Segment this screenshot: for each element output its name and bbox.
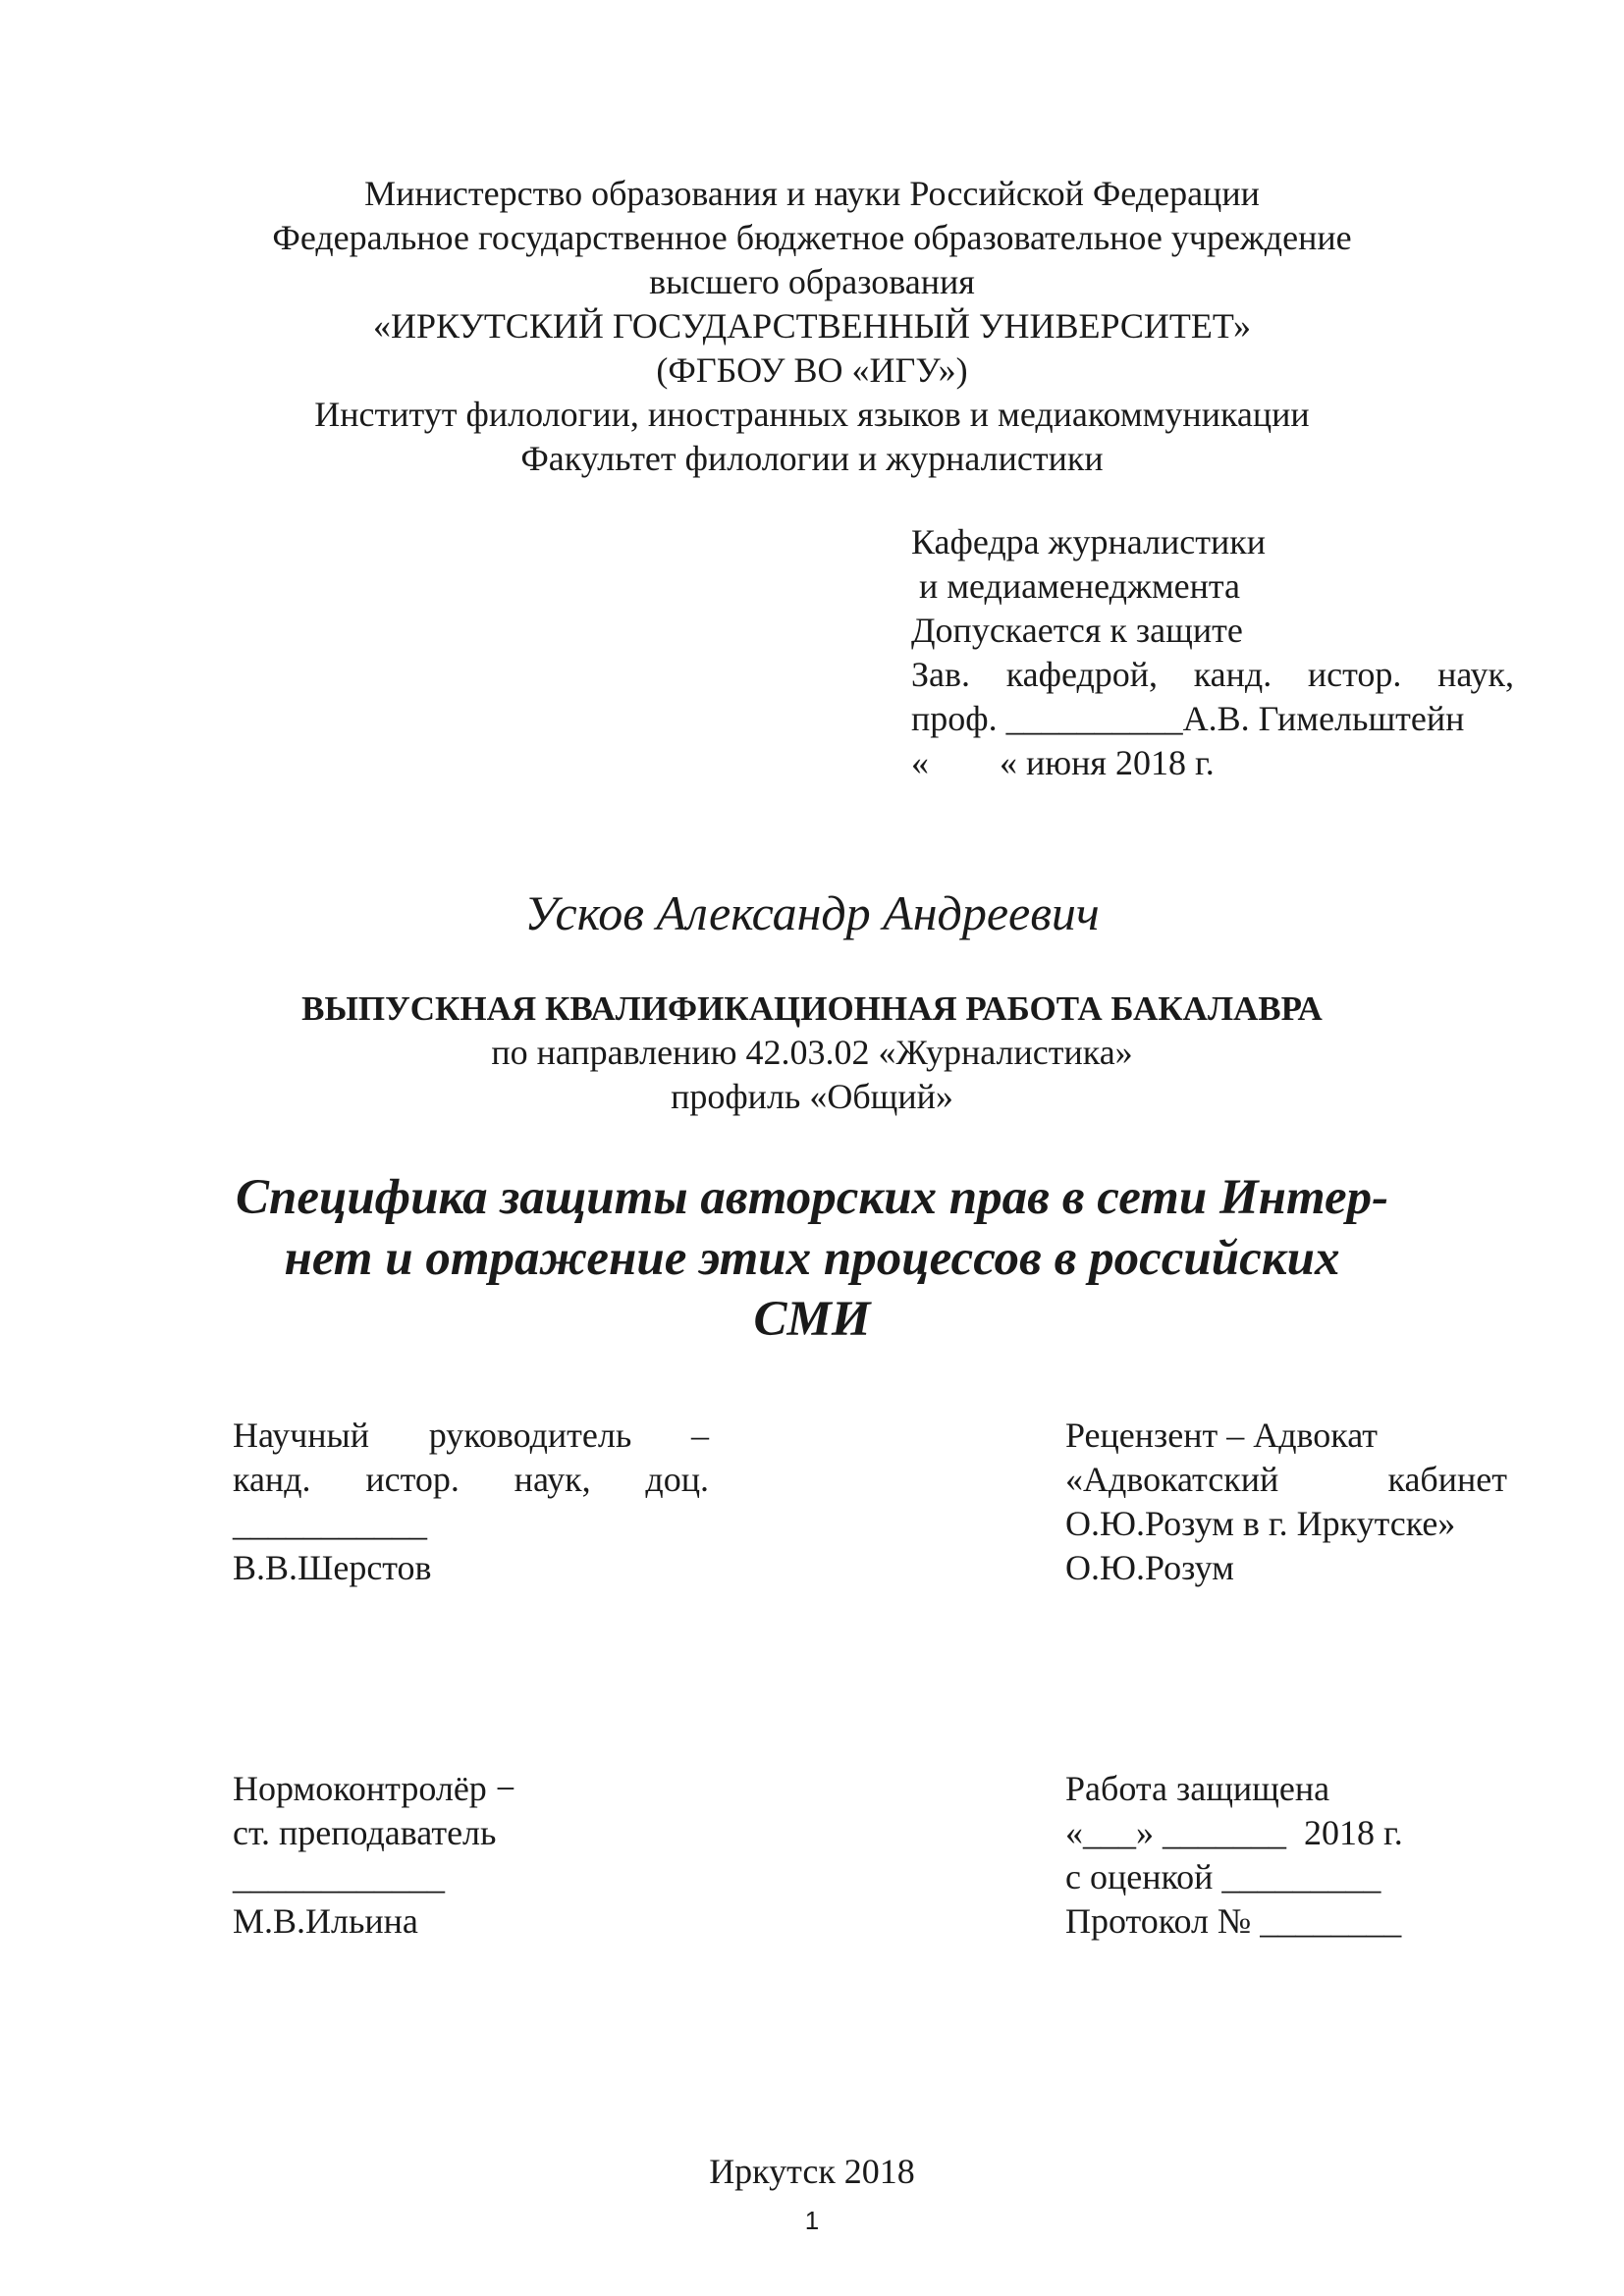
defense-status: Работа защищена [1065,1769,1330,1808]
reviewer-block [1065,1414,1507,1590]
reviewer-role: Рецензент – Адвокат [1065,1415,1379,1455]
supervisor-block [233,1414,709,1590]
reviewer-organization-1: «Адвокатский кабинет [1065,1460,1507,1499]
defense-grade: с оценкой _________ [1065,1857,1381,1896]
department-line-1: Кафедра журналистики [911,522,1267,561]
institution-type-line: Федеральное государственное бюджетное образовательное учреждение [272,218,1352,257]
normcontrol-signature-line: ____________ [233,1857,445,1896]
supervisor-degree: канд. истор. наук, доц. [233,1460,709,1499]
work-direction: по направлению 42.03.02 «Журналистика» [491,1033,1133,1072]
work-type: ВЫПУСКНАЯ КВАЛИФИКАЦИОННАЯ РАБОТА БАКАЛАВРА [301,989,1323,1028]
normcontrol-position: ст. преподаватель [233,1813,497,1852]
supervisor-signature-line: ___________ [233,1504,427,1543]
head-of-department-title: Зав. кафедрой, канд. истор. наук, [911,655,1514,694]
university-abbreviation: (ФГБОУ ВО «ИГУ») [656,350,968,390]
institution-level-line: высшего образования [649,262,975,301]
reviewer-organization-2: О.Ю.Розум в г. Иркутске» [1065,1504,1456,1543]
defense-block [1065,1767,1507,1944]
page-number: 1 [804,2206,820,2235]
ministry-line: Министерство образования и науки Российской Федерации [364,174,1260,213]
normcontrol-block [233,1767,709,1944]
defense-protocol: Протокол № ________ [1065,1901,1402,1941]
normcontrol-role: Нормоконтролёр − [233,1769,516,1808]
city-year: Иркутск 2018 [709,2152,915,2191]
topic-line-3: СМИ [753,1292,871,1347]
reviewer-name: О.Ю.Розум [1065,1548,1234,1587]
topic-line-2: нет и отражение этих процессов в российских [284,1231,1340,1286]
normcontrol-name: М.В.Ильина [233,1901,418,1941]
approval-date: « « июня 2018 г. [911,743,1215,782]
university-name: «ИРКУТСКИЙ ГОСУДАРСТВЕННЫЙ УНИВЕРСИТЕТ» [373,306,1251,346]
author-name: Усков Александр Андреевич [524,885,1100,940]
department-line-2: и медиаменеджмента [919,566,1241,606]
admitted-to-defense: Допускается к защите [911,611,1243,650]
head-of-department-signature: проф. __________А.В. Гимельштейн [911,699,1465,738]
topic-line-1: Специфика защиты авторских прав в сети Интер- [235,1170,1389,1225]
approval-block [911,520,1514,785]
supervisor-role: Научный руководитель – [233,1415,709,1455]
faculty-line: Факультет филологии и журналистики [520,439,1104,478]
work-profile: профиль «Общий» [671,1077,953,1116]
defense-date: «___» _______ 2018 г. [1065,1813,1403,1852]
institute-line: Институт филологии, иностранных языков и медиакоммуникации [314,395,1310,434]
supervisor-name: В.В.Шерстов [233,1548,432,1587]
